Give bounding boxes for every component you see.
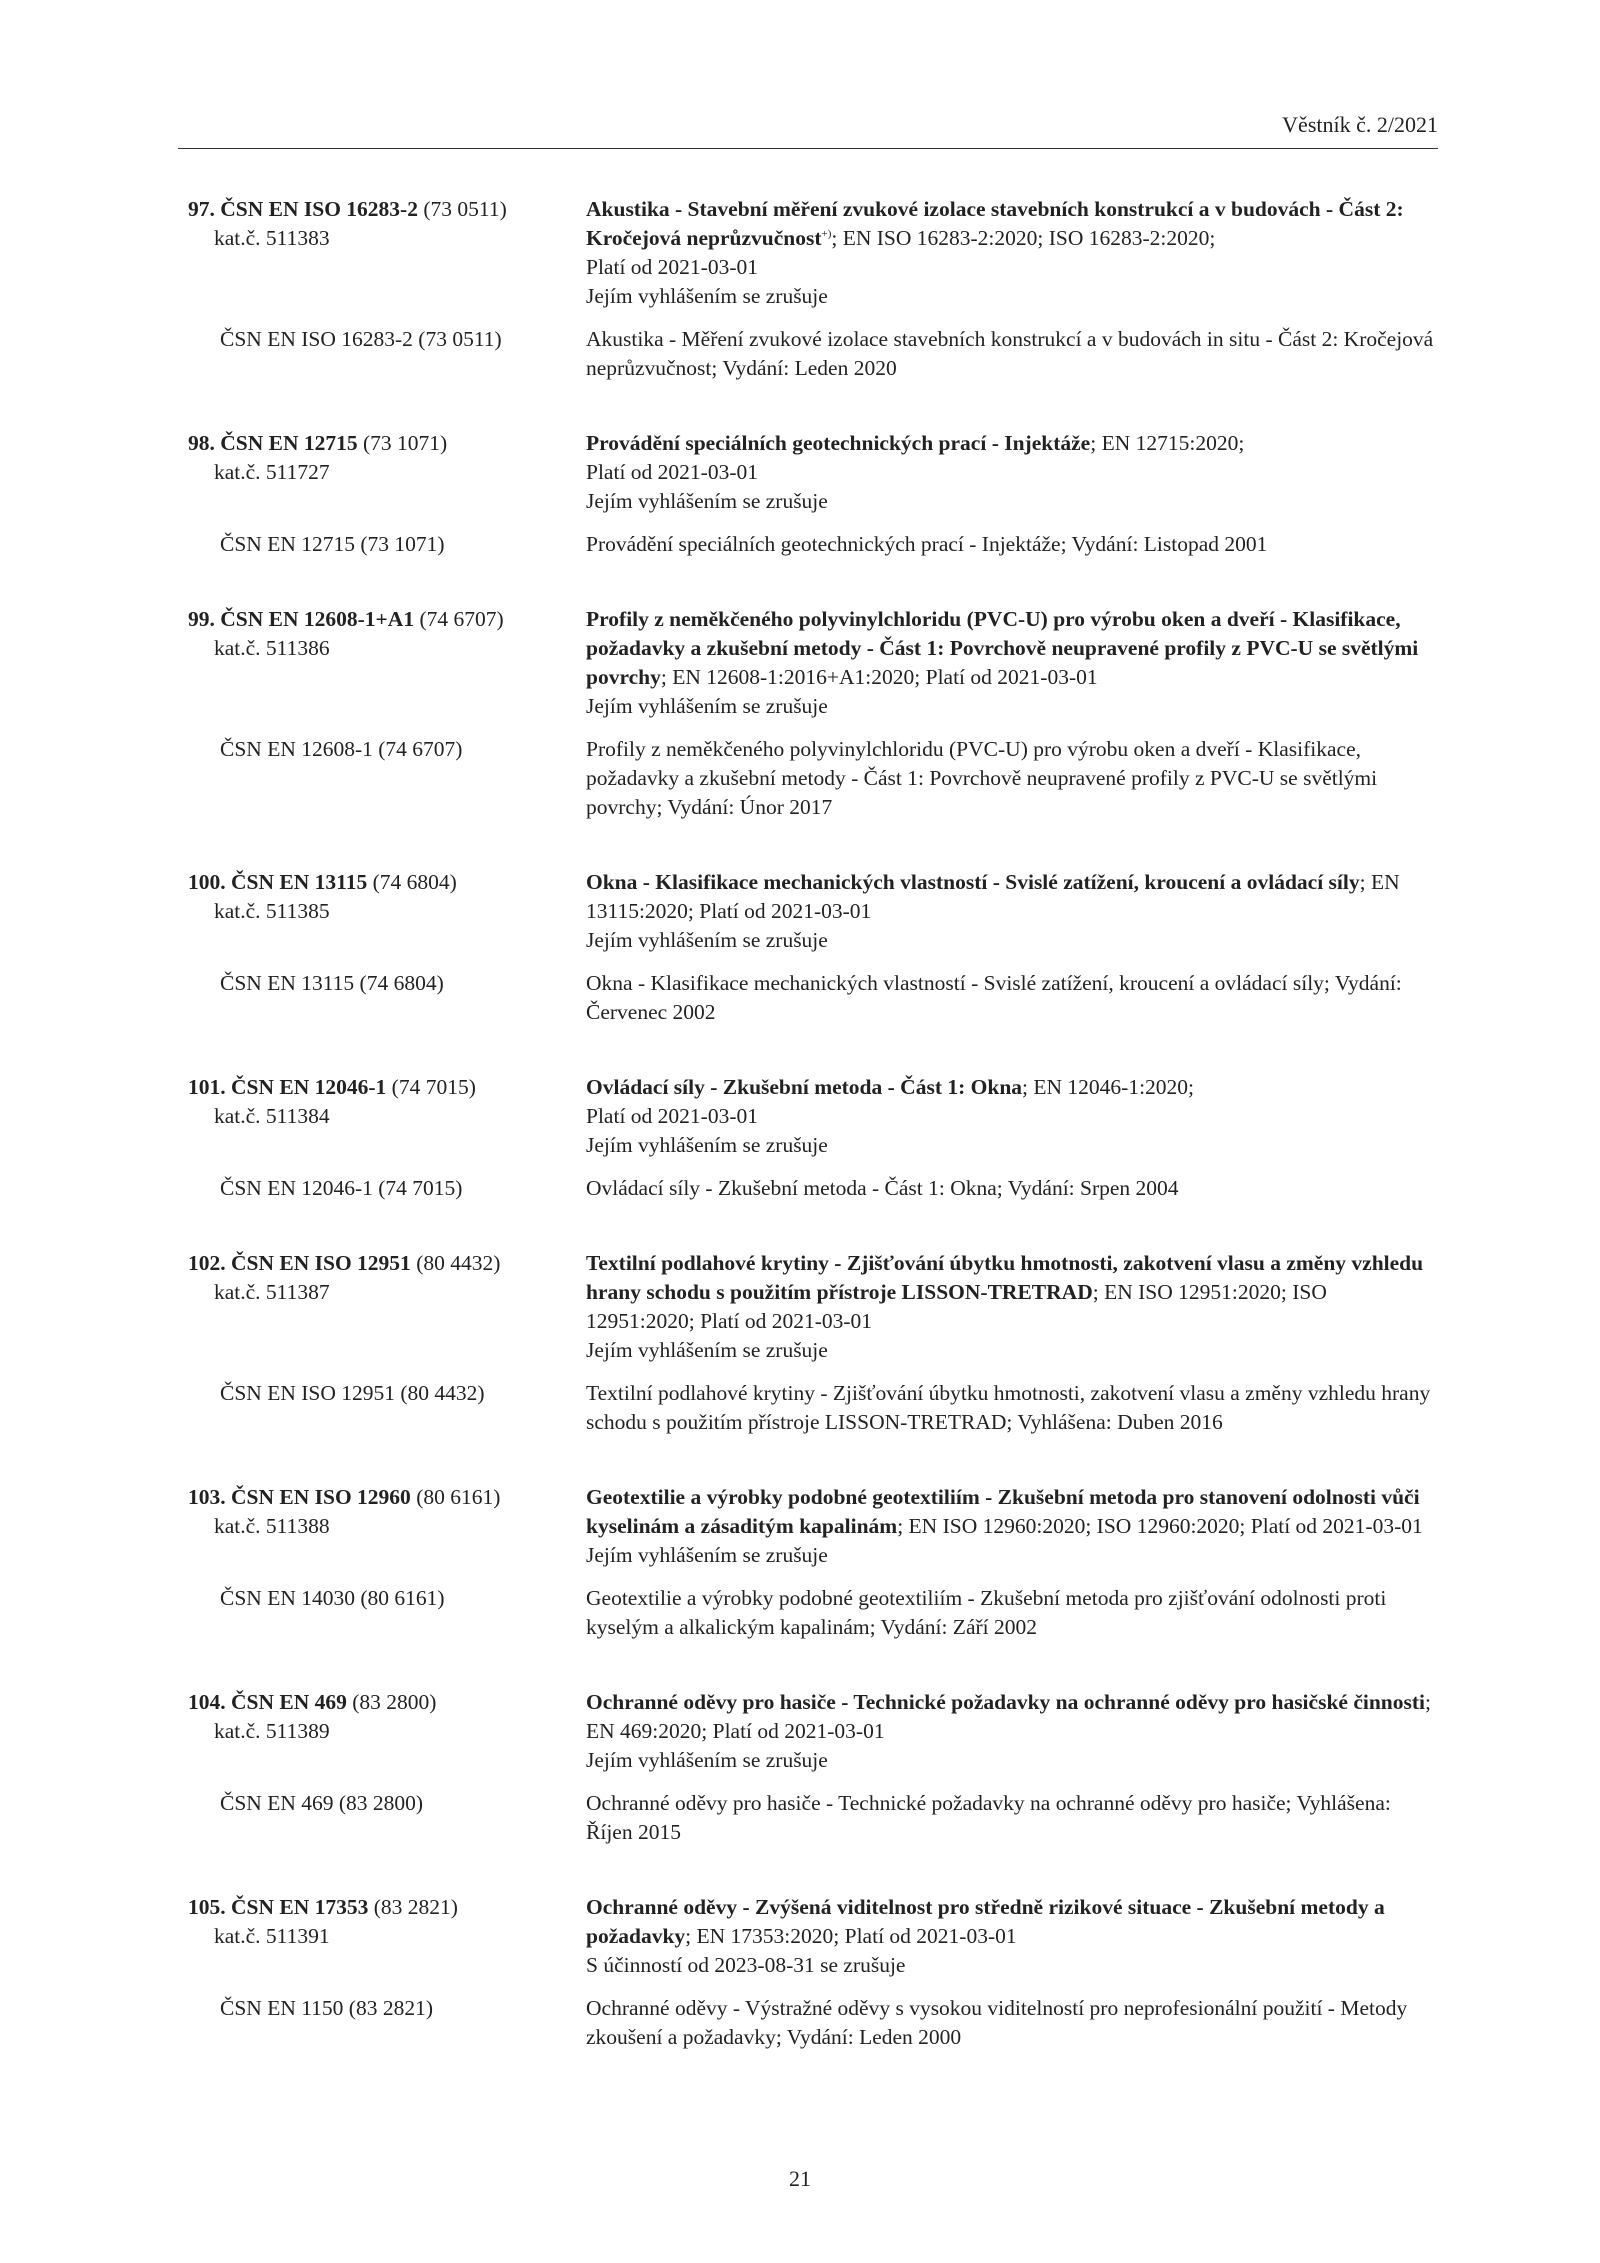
catalog-number: kat.č. 511383 <box>214 226 330 250</box>
standard-references: ; EN ISO 12960:2020; ISO 12960:2020; Platí od 2021-03-01 <box>897 1514 1423 1538</box>
standard-title-line <box>586 1893 1438 1951</box>
standard-entry <box>188 1893 1438 2052</box>
standard-code-line <box>188 605 586 634</box>
standard-code: ČSN EN 12046-1 <box>231 1075 387 1099</box>
standard-identifier <box>188 868 586 955</box>
standard-title: Geotextilie a výrobky podobné geotextiliím - Zkušební metoda pro stanovení odolnosti vůči kyselinám a zásaditým kapalinám <box>586 1485 1420 1538</box>
standard-entry <box>188 1483 1438 1642</box>
entry-number: 103. <box>188 1485 226 1509</box>
standard-title-line <box>586 868 1438 926</box>
catalog-number: kat.č. 511389 <box>214 1719 330 1743</box>
replaced-standard-row <box>188 1994 1438 2052</box>
new-standard-row <box>188 1688 1438 1775</box>
classification-code: (80 4432) <box>416 1251 501 1275</box>
standard-title-line <box>586 605 1438 692</box>
standard-description <box>586 429 1438 516</box>
standard-code-line <box>188 1073 586 1102</box>
standard-references: ; EN ISO 12951:2020; ISO 12951:2020; Platí od 2021-03-01 <box>586 1280 1327 1333</box>
standard-code: ČSN EN ISO 12960 <box>231 1485 411 1509</box>
replaced-standard-row <box>188 969 1438 1027</box>
page-number: 21 <box>789 2166 811 2191</box>
validity-line: Platí od 2021-03-01 <box>586 255 758 279</box>
replaced-standard-code: ČSN EN 12608-1 (74 6707) <box>220 737 463 761</box>
replaced-standard-code: ČSN EN 14030 (80 6161) <box>220 1586 445 1610</box>
standard-code-line <box>188 1688 586 1717</box>
replaced-standard-code: ČSN EN ISO 16283-2 (73 0511) <box>220 327 502 351</box>
catalog-number: kat.č. 511391 <box>214 1924 330 1948</box>
entry-number: 99. <box>188 607 215 631</box>
standard-description <box>586 1893 1438 1980</box>
replaced-standard-description: Profily z neměkčeného polyvinylchloridu (PVC-U) pro výrobu oken a dveří - Klasifikace, požadavky a zkušební metody - Část 1: Povrchově neupravené profily z PVC-U se světlými povrchy; Vydání: Únor 2017 <box>586 737 1378 819</box>
replaced-standard-row <box>188 1789 1438 1847</box>
standard-references: ; EN 12046-1:2020; <box>1022 1075 1195 1099</box>
replaced-standard-row <box>188 1174 1438 1203</box>
standard-code-line <box>188 868 586 897</box>
replaced-standard-code: ČSN EN 12715 (73 1071) <box>220 532 445 556</box>
standard-identifier <box>188 1249 586 1365</box>
new-standard-row <box>188 1893 1438 1980</box>
standard-title: Ochranné oděvy - Zvýšená viditelnost pro středně rizikové situace - Zkušební metody a požadavky <box>586 1895 1385 1948</box>
standard-identifier <box>188 1483 586 1570</box>
standard-entry <box>188 1249 1438 1437</box>
validity-line: Jejím vyhlášením se zrušuje <box>586 1748 828 1772</box>
standard-references: ; EN 17353:2020; Platí od 2021-03-01 <box>685 1924 1017 1948</box>
standard-identifier <box>188 1688 586 1775</box>
new-standard-row <box>188 605 1438 721</box>
replaced-standard-description: Provádění speciálních geotechnických prací - Injektáže; Vydání: Listopad 2001 <box>586 532 1268 556</box>
standard-description <box>586 1249 1438 1365</box>
classification-code: (74 6804) <box>372 870 457 894</box>
standard-entry <box>188 1073 1438 1203</box>
standard-title-line <box>586 1073 1438 1102</box>
standard-references: ; EN 13115:2020; Platí od 2021-03-01 <box>586 870 1400 923</box>
standard-identifier <box>188 605 586 721</box>
standard-code: ČSN EN 469 <box>231 1690 347 1714</box>
standard-title: Akustika - Stavební měření zvukové izolace stavebních konstrukcí a v budovách - Část 2: Kročejová neprůzvučnost <box>586 197 1404 250</box>
replaced-standard-code: ČSN EN 12046-1 (74 7015) <box>220 1176 463 1200</box>
standard-title: Provádění speciálních geotechnických prací - Injektáže <box>586 431 1091 455</box>
standard-code: ČSN EN 13115 <box>231 870 368 894</box>
standard-code-line <box>188 429 586 458</box>
standard-title-line <box>586 1483 1438 1541</box>
replaced-standard-row <box>188 530 1438 559</box>
entry-number: 97. <box>188 197 215 221</box>
entry-number: 101. <box>188 1075 226 1099</box>
catalog-number: kat.č. 511384 <box>214 1104 330 1128</box>
entry-number: 102. <box>188 1251 226 1275</box>
replaced-standard-code: ČSN EN 469 (83 2800) <box>220 1791 424 1815</box>
new-standard-row <box>188 1073 1438 1160</box>
replaced-standard-code: ČSN EN 13115 (74 6804) <box>220 971 444 995</box>
classification-code: (74 7015) <box>391 1075 476 1099</box>
standard-code: ČSN EN ISO 16283-2 <box>220 197 418 221</box>
standard-code-line <box>188 1893 586 1922</box>
standard-title: Ochranné oděvy pro hasiče - Technické požadavky na ochranné oděvy pro hasičské činnosti <box>586 1690 1425 1714</box>
standard-description <box>586 1688 1438 1775</box>
bulletin-title: Věstník č. 2/2021 <box>1282 112 1438 137</box>
standard-code-line <box>188 1483 586 1512</box>
standard-identifier <box>188 1073 586 1160</box>
standard-title-line <box>586 195 1438 253</box>
standard-entry <box>188 195 1438 383</box>
standard-title-line <box>586 429 1438 458</box>
replaced-standard-description: Geotextilie a výrobky podobné geotextiliím - Zkušební metoda pro zjišťování odolnosti proti kyselým a alkalickým kapalinám; Vydání: Září 2002 <box>586 1586 1387 1639</box>
standard-description <box>586 195 1438 311</box>
classification-code: (73 0511) <box>423 197 507 221</box>
validity-line: Platí od 2021-03-01 <box>586 1104 758 1128</box>
standard-title: Ovládací síly - Zkušební metoda - Část 1: Okna <box>586 1075 1023 1099</box>
standard-references: ; EN ISO 16283-2:2020; ISO 16283-2:2020; <box>831 226 1216 250</box>
catalog-number: kat.č. 511386 <box>214 636 330 660</box>
standard-title: Profily z neměkčeného polyvinylchloridu (PVC-U) pro výrobu oken a dveří - Klasifikace, požadavky a zkušební metody - Část 1: Povrchově neupravené profily z PVC-U se světlými povrchy <box>586 607 1419 689</box>
replaced-standard-code: ČSN EN ISO 12951 (80 4432) <box>220 1381 485 1405</box>
standard-title-line <box>586 1688 1438 1746</box>
classification-code: (74 6707) <box>419 607 504 631</box>
standard-description <box>586 1483 1438 1570</box>
standard-references: ; EN 12608-1:2016+A1:2020; Platí od 2021-03-01 <box>660 665 1098 689</box>
replaced-standard-description: Ochranné oděvy pro hasiče - Technické požadavky na ochranné oděvy pro hasiče; Vyhlášena: Říjen 2015 <box>586 1791 1391 1844</box>
validity-line: Jejím vyhlášením se zrušuje <box>586 284 828 308</box>
validity-line: Jejím vyhlášením se zrušuje <box>586 1133 828 1157</box>
validity-line: Jejím vyhlášením se zrušuje <box>586 694 828 718</box>
classification-code: (80 6161) <box>416 1485 501 1509</box>
entry-number: 98. <box>188 431 215 455</box>
classification-code: (73 1071) <box>363 431 448 455</box>
replaced-standard-row <box>188 735 1438 822</box>
entry-number: 100. <box>188 870 226 894</box>
validity-line: S účinností od 2023-08-31 se zrušuje <box>586 1953 906 1977</box>
standard-identifier <box>188 429 586 516</box>
classification-code: (83 2800) <box>352 1690 437 1714</box>
replaced-standard-code: ČSN EN 1150 (83 2821) <box>220 1996 434 2020</box>
validity-line: Jejím vyhlášením se zrušuje <box>586 928 828 952</box>
standard-code: ČSN EN ISO 12951 <box>231 1251 411 1275</box>
catalog-number: kat.č. 511388 <box>214 1514 330 1538</box>
standard-description <box>586 868 1438 955</box>
validity-line: Jejím vyhlášením se zrušuje <box>586 1338 828 1362</box>
entry-number: 104. <box>188 1690 226 1714</box>
standard-identifier <box>188 195 586 311</box>
replaced-standard-description: Ochranné oděvy - Výstražné oděvy s vysokou viditelností pro neprofesionální použití - Metody zkoušení a požadavky; Vydání: Leden 2000 <box>586 1996 1408 2049</box>
standard-entry <box>188 605 1438 822</box>
validity-line: Jejím vyhlášením se zrušuje <box>586 489 828 513</box>
standard-identifier <box>188 1893 586 1980</box>
new-standard-row <box>188 429 1438 516</box>
replaced-standard-row <box>188 1379 1438 1437</box>
catalog-number: kat.č. 511385 <box>214 899 330 923</box>
standard-description <box>586 605 1438 721</box>
replaced-standard-row <box>188 1584 1438 1642</box>
classification-code: (83 2821) <box>373 1895 458 1919</box>
standard-title: Textilní podlahové krytiny - Zjišťování úbytku hmotnosti, zakotvení vlasu a změny vzhledu hrany schodu s použitím přístroje LISSON-TRETRAD <box>586 1251 1424 1304</box>
standard-code: ČSN EN 17353 <box>231 1895 369 1919</box>
standard-title-line <box>586 1249 1438 1336</box>
validity-line: Platí od 2021-03-01 <box>586 460 758 484</box>
new-standard-row <box>188 195 1438 311</box>
standard-description <box>586 1073 1438 1160</box>
standard-entry <box>188 429 1438 559</box>
standard-code: ČSN EN 12608-1+A1 <box>220 607 415 631</box>
new-standard-row <box>188 1249 1438 1365</box>
new-standard-row <box>188 868 1438 955</box>
catalog-number: kat.č. 511387 <box>214 1280 330 1304</box>
standard-code-line <box>188 1249 586 1278</box>
replaced-standard-row <box>188 325 1438 383</box>
standard-code: ČSN EN 12715 <box>220 431 358 455</box>
replaced-standard-description: Okna - Klasifikace mechanických vlastností - Svislé zatížení, kroucení a ovládací síly; Vydání: Červenec 2002 <box>586 971 1402 1024</box>
standard-references: ; EN 469:2020; Platí od 2021-03-01 <box>586 1690 1431 1743</box>
standard-title: Okna - Klasifikace mechanických vlastností - Svislé zatížení, kroucení a ovládací síly <box>586 870 1360 894</box>
standards-list <box>188 195 1438 2098</box>
standard-entry <box>188 1688 1438 1847</box>
standard-entry <box>188 868 1438 1027</box>
replaced-standard-description: Ovládací síly - Zkušební metoda - Část 1: Okna; Vydání: Srpen 2004 <box>586 1176 1179 1200</box>
footnote-mark: +) <box>821 228 832 240</box>
catalog-number: kat.č. 511727 <box>214 460 330 484</box>
replaced-standard-description: Textilní podlahové krytiny - Zjišťování úbytku hmotnosti, zakotvení vlasu a změny vzhledu hrany schodu s použitím přístroje LISSON-TRETRAD; Vyhlášena: Duben 2016 <box>586 1381 1431 1434</box>
replaced-standard-description: Akustika - Měření zvukové izolace stavebních konstrukcí a v budovách in situ - Část 2: Kročejová neprůzvučnost; Vydání: Leden 2020 <box>586 327 1434 380</box>
validity-line: Jejím vyhlášením se zrušuje <box>586 1543 828 1567</box>
entry-number: 105. <box>188 1895 226 1919</box>
standard-references: ; EN 12715:2020; <box>1090 431 1245 455</box>
page-header <box>178 110 1438 149</box>
new-standard-row <box>188 1483 1438 1570</box>
standard-code-line <box>188 195 586 224</box>
